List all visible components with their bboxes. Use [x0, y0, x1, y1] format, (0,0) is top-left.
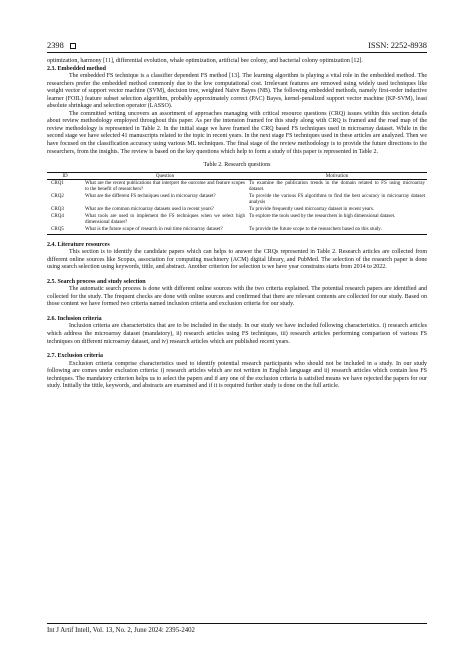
- paragraph-2-7-1: Exclusion criteria comprise characteristics used to identify potential research participants who should not be included in a study. In our study following are comes under exclusion criteria: i) research articles which are not written in English language and ii) research articles which contain less FS techniques. The mandatory criterion helps us to select the papers and if any one of the exclusion criteria is satisfied means we have rejected the papers for our study. Initially the tittle, keywords, and abstracts are examined and if it is required further study is done on the full article.: [47, 360, 427, 390]
- paragraph-2-4-1: This section is to identify the candidate papers which can helps to answer the CRQs represented in Table 2. Research articles are collected from different online sources like Scopus, association for computing machinery (ACM) digital library, and PubMed. The selection of the research paper is done using search selection using keywords, tittle, and abstract. Another criterion for selection is we have year constrains starts from 2014 to 2022.: [47, 249, 427, 271]
- cell-motivation: To provide the various FS algorithms to find the best accuracy in microarray dataset analysis: [249, 192, 425, 206]
- page-number: 2398: [47, 41, 64, 50]
- footer-rule: [47, 623, 427, 624]
- cell-motivation: To provide frequently used microarray dataset in recent years.: [249, 206, 375, 213]
- section-heading-2-7: 2.7. Exclusion criteria: [47, 353, 103, 360]
- spacer: [47, 346, 427, 353]
- running-header: [47, 41, 427, 50]
- research-questions-table: [47, 172, 427, 235]
- paragraph-2-3-1: The embedded FS technique is a classifier dependent FS method [13]. The learning algorithm is playing a vital role in the embedded method. The researchers prefer the embedded method commonly due to the low computational cost. Irrelevant features are removed using widely used techniques like weight vector of support vector machine (SVM), decision tree, weighted Naive Bayes (NB). The following embedded methods, namely first-order inductive learner (FOIL) feature subset selection algorithm, probably approximately correct (PAC) Bayes, kernel-penalized support vector machine (KP-SVM), least absolute shrinkage and selection operator (LASSO).: [47, 73, 427, 110]
- paragraph-2-5-1: The automatic search process is done with different online sources with the two criteria explained. The potential research papers are identified and collected for the study. The frequent checks are done with online sources and confirmed that there are relevant contents are collected for our study. Based on those content we have formed two criteria named inclusion criteria and exclusion criteria for our study.: [47, 286, 427, 308]
- spacer: [47, 272, 427, 279]
- table-caption: Table 2. Research questions: [203, 162, 271, 169]
- table-row: [47, 193, 427, 206]
- intro-continuation: optimization, harmony [11], differential evolution, whale optimization, artificial bee colony, and bacterial colony optimization [12].: [47, 58, 363, 64]
- issn: ISSN: 2252-8938: [368, 41, 427, 50]
- table-row: [47, 206, 427, 213]
- cell-question: What are the different FS techniques used in microarray dataset?: [85, 192, 216, 199]
- table-header-motivation: Motivation: [247, 172, 427, 179]
- cell-id: CRQ2: [51, 192, 64, 199]
- table-row: [47, 213, 427, 226]
- cell-question: What are the recent publications that interpret the outcome and feature scopes to the benefit of researchers?: [85, 179, 245, 192]
- cell-motivation: To provide the future scope to the researchers based on this study.: [247, 226, 427, 234]
- cell-id: CRQ4: [51, 213, 64, 220]
- spacer: [47, 309, 427, 316]
- header-left: [47, 41, 76, 50]
- table-header-question: Question: [83, 172, 247, 179]
- cell-motivation: To explore the tools used by the researchers in high dimensional dataset.: [249, 213, 396, 220]
- spacer: [47, 235, 427, 242]
- section-heading-2-6: 2.6. Inclusion criteria: [47, 315, 102, 322]
- square-icon: [70, 43, 76, 49]
- section-heading-2-5: 2.5. Search process and study selection: [47, 278, 146, 285]
- paragraph-2-6-1: Inclusion criteria are characteristics that are to be included in the study. In our study we have included following characteristics. i) research articles which address the microarray dataset (mandatory), ii) research articles using FS techniques, iii) research articles performing comparison of various FS techniques on different microarray dataset, and iv) research articles which are published recent years.: [47, 323, 427, 345]
- table-header-id: ID: [47, 172, 83, 179]
- page-body: [47, 58, 427, 391]
- section-heading-2-4: 2.4. Literature resources: [47, 241, 110, 248]
- cell-id: CRQ1: [51, 179, 64, 186]
- header-rule: [47, 52, 427, 53]
- cell-question: What are the common microarray datasets used in recent years?: [85, 206, 214, 213]
- section-heading-2-3: 2.3. Embedded method: [47, 65, 107, 72]
- table-row: [47, 226, 427, 234]
- cell-id: CRQ5: [47, 226, 83, 234]
- table-row: [47, 179, 427, 193]
- footer-citation: Int J Artif Intell, Vol. 13, No. 2, June 2024: 2395-2402: [47, 627, 195, 634]
- cell-question: What tools are used to implement the FS techniques when we select high dimensional dataset?: [85, 213, 245, 226]
- paragraph-2-3-2: The committed writing uncovers an assortment of approaches managing with critical resource questions (CRQ) issues within this section details about review methodology employed throughout this paper. As per the intension framed for this study along with CRQ is framed and the road map of the review methodology is represented in Table 2. In the initial stage we have framed the CRQ based FS techniques used in microarray dataset. While in the second stage we have selected 41 manuscripts related to the topic in recent years. In the next stage FS techniques used in these articles are analyzed. Then we have focused on the classification accuracy using various ML techniques. The final stage of the review methodology is to provide the future directions to the researchers, from the insights. The review is based on the key questions which help to form a study of this paper is represented in Table 2.: [47, 110, 427, 155]
- table-header-row: [47, 172, 427, 179]
- cell-motivation: To examine the publication trends in the domain related to FS using microarray dataset.: [249, 179, 425, 192]
- cell-id: CRQ3: [51, 206, 64, 213]
- cell-question: What is the future scope of research in real time microarray dataset?: [83, 226, 247, 234]
